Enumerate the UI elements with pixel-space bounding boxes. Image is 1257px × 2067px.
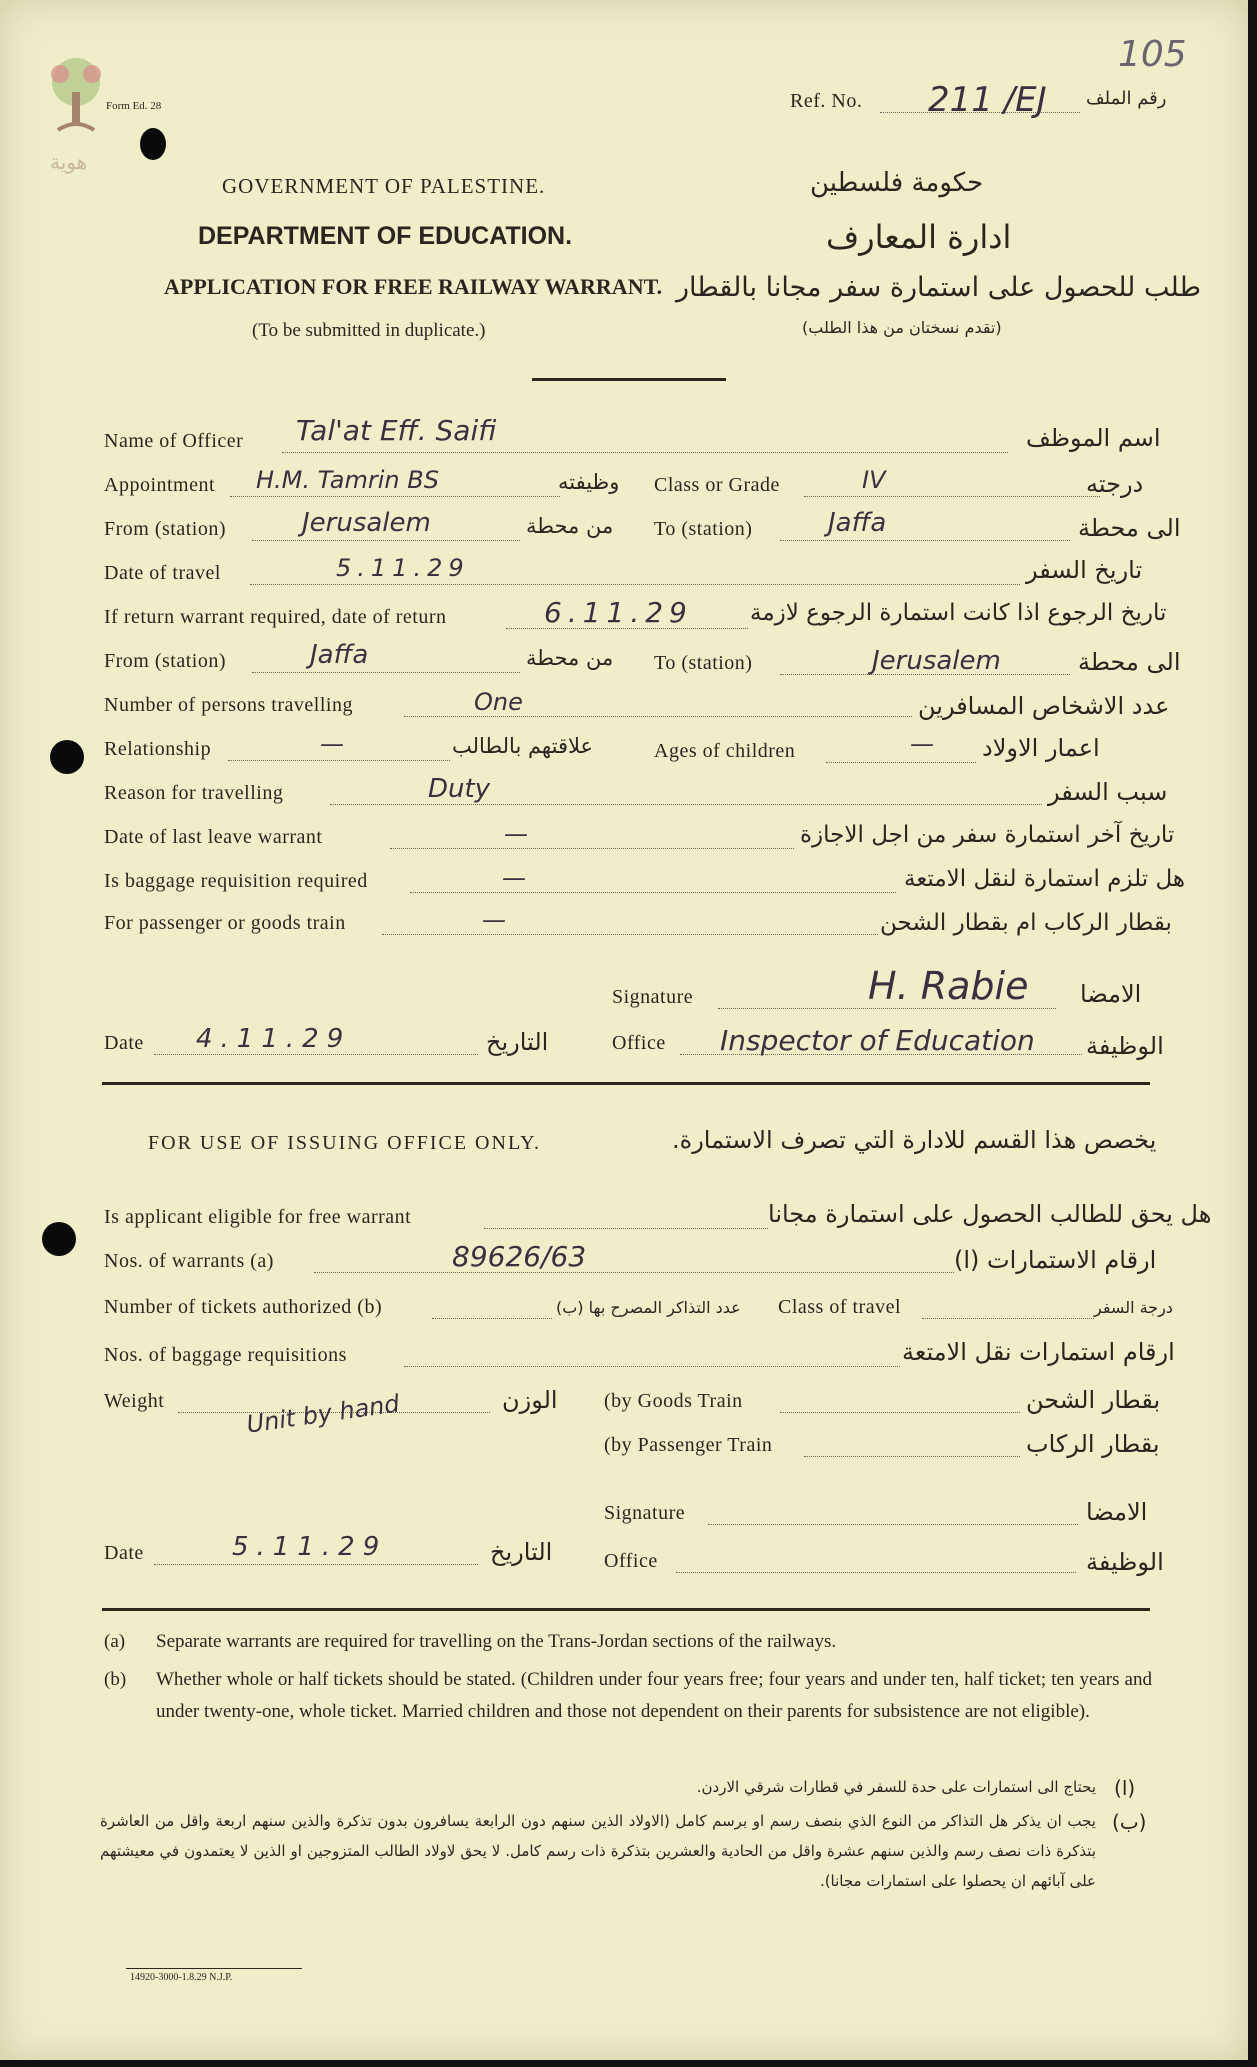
name-field-line <box>282 452 1008 453</box>
weight-label: Weight <box>104 1390 165 1412</box>
travel-date-value: 5.11.29 <box>336 554 470 582</box>
weight-value: Unit by hand <box>244 1389 402 1439</box>
form-edition: Form Ed. 28 <box>106 100 162 112</box>
punch-hole-bottom <box>42 1222 76 1256</box>
note-b-ar: يجب ان يذكر هل التذاكر من النوع الذي بنصف رسم او برسم كامل (الاولاد الذين سنهم دون الرابعة يسافرون بدون تذكرة والذين سنهم اربعة واقل من العاشرة بتذكرة ذات نصف رسم والذين سنهم عشرة واقل من الحادية والعشرين بتذكرة ذات رسم كامل. لا يحق لاولاد الطالب المتزوجين او الذين لا يعتمدون في معيشتهم على آبائهم ان يحصلوا على استمارات مجانا). <box>100 1812 1096 1890</box>
train-type-label: For passenger or goods train <box>104 912 346 934</box>
return-from-ar: من محطة <box>526 646 614 670</box>
printer-code: 14920-3000-1.8.29 N.J.P. <box>130 1972 233 1983</box>
tickets-ar: عدد التذاكر المصرح بها (ب) <box>556 1298 741 1317</box>
note-a-mark: (a) <box>104 1631 126 1652</box>
to-station-label: To (station) <box>654 518 753 540</box>
form-date-ar: التاريخ <box>486 1028 549 1056</box>
page-number: 105 <box>1118 34 1187 75</box>
duplicate-note: (To be submitted in duplicate.) <box>252 320 486 341</box>
name-value: Tal'at Eff. Saifi <box>296 414 497 447</box>
appointment-label: Appointment <box>104 474 216 496</box>
baggage-value: — <box>502 864 526 892</box>
notes-divider <box>102 1608 1150 1611</box>
return-from-label: From (station) <box>104 650 226 672</box>
baggage-nos-label: Nos. of baggage requisitions <box>104 1344 347 1366</box>
travel-date-label: Date of travel <box>104 562 221 584</box>
train-type-value: — <box>482 906 506 934</box>
application-title-ar: طلب للحصول على استمارة سفر مجانا بالقطار <box>676 272 1201 303</box>
reason-value: Duty <box>428 774 491 804</box>
to-station-value: Jaffa <box>828 508 887 538</box>
issuing-title-ar: يخصص هذا القسم للادارة التي تصرف الاستمارة. <box>672 1126 1157 1154</box>
appointment-value: H.M. Tamrin BS <box>256 466 439 494</box>
ref-label: Ref. No. <box>790 90 863 112</box>
class-travel-label: Class of travel <box>778 1296 902 1318</box>
to-station-ar: الى محطة <box>1078 514 1181 542</box>
issuing-office-label: Office <box>604 1550 658 1572</box>
last-leave-label: Date of last leave warrant <box>104 826 323 848</box>
issuing-date-ar: التاريخ <box>490 1538 553 1566</box>
goods-train-label: (by Goods Train <box>604 1390 743 1412</box>
relationship-value: — <box>320 730 344 758</box>
gov-title-ar: حكومة فلسطين <box>810 168 984 198</box>
issuing-title: FOR USE OF ISSUING OFFICE ONLY. <box>148 1132 542 1154</box>
return-from-value: Jaffa <box>310 640 369 670</box>
section-divider <box>102 1082 1150 1085</box>
goods-train-ar: بقطار الشحن <box>1026 1386 1161 1414</box>
train-type-ar: بقطار الركاب ام بقطار الشحن <box>880 910 1172 936</box>
signature-label: Signature <box>612 986 694 1008</box>
return-to-label: To (station) <box>654 652 753 674</box>
from-station-label: From (station) <box>104 518 226 540</box>
issuing-signature-label: Signature <box>604 1502 686 1524</box>
header-divider <box>532 378 726 381</box>
dept-title: DEPARTMENT OF EDUCATION. <box>198 222 573 250</box>
issuing-office-ar: الوظيفة <box>1086 1548 1164 1576</box>
return-date-ar: تاريخ الرجوع اذا كانت استمارة الرجوع لازمة <box>750 600 1167 626</box>
reason-ar: سبب السفر <box>1048 778 1168 806</box>
ref-label-ar: رقم الملف <box>1086 88 1167 109</box>
warrants-label: Nos. of warrants (a) <box>104 1250 274 1272</box>
appointment-label-ar: وظيفته <box>558 470 620 494</box>
reason-label: Reason for travelling <box>104 782 284 804</box>
duplicate-note-ar: (تقدم نسختان من هذا الطلب) <box>802 318 1002 337</box>
tickets-label: Number of tickets authorized (b) <box>104 1296 383 1318</box>
eligible-label: Is applicant eligible for free warrant <box>104 1206 412 1228</box>
form-date-label: Date <box>104 1032 144 1054</box>
last-leave-ar: تاريخ آخر استمارة سفر من اجل الاجازة <box>800 822 1175 848</box>
class-label: Class or Grade <box>654 474 780 496</box>
note-a-ar: يحتاج الى استمارات على حدة للسفر في قطارات شرقي الاردن. <box>696 1778 1096 1796</box>
ink-blot <box>140 128 166 160</box>
eligible-ar: هل يحق للطالب الحصول على استمارة مجانا <box>768 1200 1212 1228</box>
watermark-logo <box>38 52 114 144</box>
relationship-ar: علاقتهم بالطالب <box>452 734 594 758</box>
persons-value: One <box>474 688 523 716</box>
class-label-ar: درجته <box>1086 470 1144 498</box>
warrants-ar: ارقام الاستمارات (ا) <box>954 1246 1157 1274</box>
dept-title-ar: ادارة المعارف <box>826 218 1012 256</box>
return-to-ar: الى محطة <box>1078 648 1181 676</box>
punch-hole-top <box>50 740 84 774</box>
issuing-date-label: Date <box>104 1542 144 1564</box>
gov-title: GOVERNMENT OF PALESTINE. <box>222 174 546 198</box>
class-value: IV <box>862 466 886 494</box>
form-office-ar: الوظيفة <box>1086 1032 1164 1060</box>
persons-label: Number of persons travelling <box>104 694 353 716</box>
weight-ar: الوزن <box>502 1386 558 1414</box>
note-b-mark: (b) <box>104 1669 127 1690</box>
relationship-label: Relationship <box>104 738 212 760</box>
warrants-value: 89626/63 <box>452 1240 587 1273</box>
travel-date-ar: تاريخ السفر <box>1026 556 1143 584</box>
signature-ar: الامضا <box>1080 980 1142 1008</box>
form-office-label: Office <box>612 1032 666 1054</box>
baggage-nos-ar: ارقام استمارات نقل الامتعة <box>902 1338 1175 1366</box>
application-title: APPLICATION FOR FREE RAILWAY WARRANT. <box>164 274 663 299</box>
note-a-ar-mark: (ا) <box>1114 1776 1136 1800</box>
note-a-text: Separate warrants are required for travelling on the Trans-Jordan sections of the railways. <box>156 1631 837 1652</box>
form-date-value: 4.11.29 <box>196 1024 352 1054</box>
from-station-ar: من محطة <box>526 514 614 538</box>
ages-ar: اعمار الاولاد <box>982 734 1100 762</box>
persons-ar: عدد الاشخاص المسافرين <box>918 692 1170 720</box>
note-b-ar-mark: (ب) <box>1112 1810 1147 1834</box>
signature-value: H. Rabie <box>868 964 1029 1008</box>
ref-value: 211 /EJ <box>928 80 1047 120</box>
return-date-value: 6.11.29 <box>544 596 693 629</box>
issuing-signature-ar: الامضا <box>1086 1498 1148 1526</box>
ages-label: Ages of children <box>654 740 796 762</box>
ages-value: — <box>910 730 934 758</box>
name-label-ar: اسم الموظف <box>1026 424 1161 452</box>
passenger-train-ar: بقطار الركاب <box>1026 1430 1160 1458</box>
last-leave-value: — <box>504 820 528 848</box>
from-station-value: Jerusalem <box>302 508 431 538</box>
baggage-label: Is baggage requisition required <box>104 870 368 892</box>
watermark-text: هوية <box>50 150 88 174</box>
return-date-label: If return warrant required, date of return <box>104 606 447 628</box>
form-office-value: Inspector of Education <box>720 1024 1035 1057</box>
return-to-value: Jerusalem <box>872 646 1001 676</box>
note-b-text: Whether whole or half tickets should be stated. (Children under four years free; four years and under ten, half ticket; ten years and under twenty-one, whole ticket. Married children and those not dependent on their parents for subsistence are not eligible). <box>156 1669 1152 1722</box>
baggage-ar: هل تلزم استمارة لنقل الامتعة <box>904 866 1185 892</box>
issuing-date-value: 5.11.29 <box>232 1532 388 1562</box>
name-label: Name of Officer <box>104 430 244 452</box>
passenger-train-label: (by Passenger Train <box>604 1434 773 1456</box>
class-travel-ar: درجة السفر <box>1094 1298 1173 1317</box>
